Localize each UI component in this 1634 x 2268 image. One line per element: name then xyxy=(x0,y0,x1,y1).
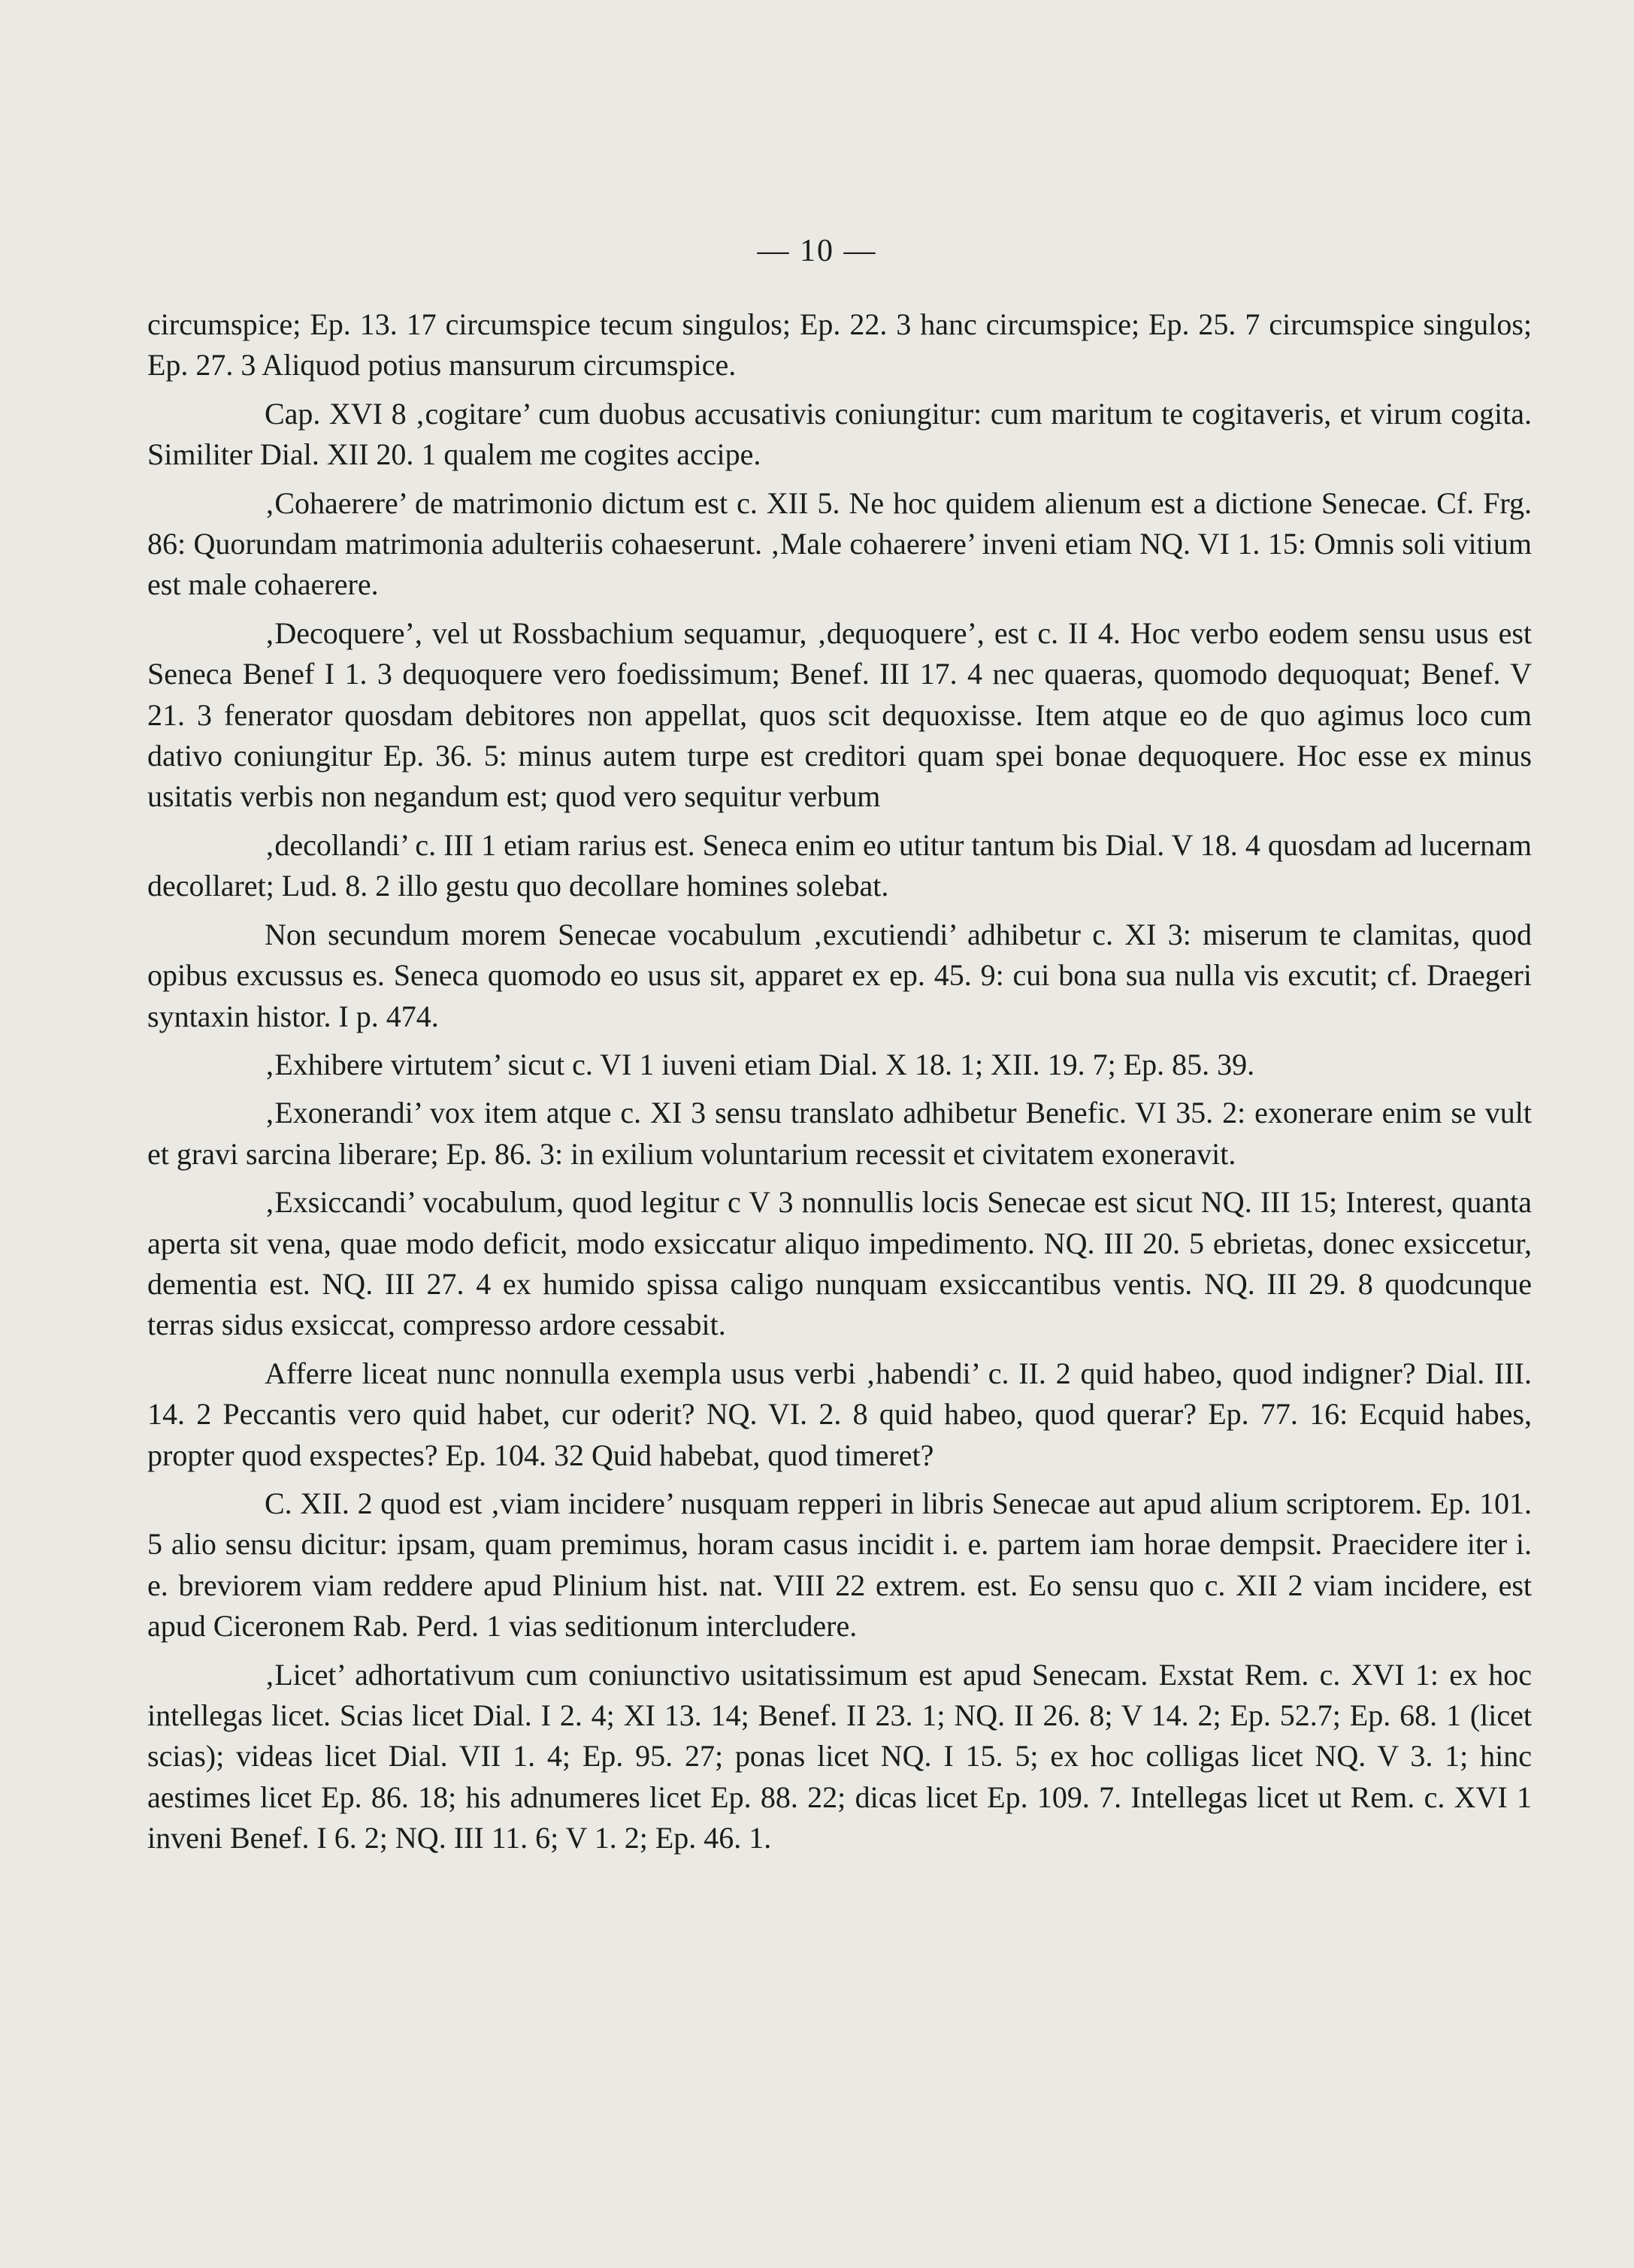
paragraph: ‚decollandi’ c. III 1 etiam rarius est. Seneca enim eo utitur tantum bis Dial. V 18. 4 quosdam ad lucernam decollaret; Lud. 8. 2 illo gestu quo decollare homines solebat. xyxy=(147,827,1532,903)
paragraph: ‚Exonerandi’ vox item atque c. XI 3 sensu translato adhibetur Benefic. VI 35. 2: exonerare enim se vult et gravi sarcina liberare; Ep. 86. 3: in exilium voluntarium recessit et civitatem exoneravit. xyxy=(147,1096,1532,1171)
paragraph: Cap. XVI 8 ‚cogitare’ cum duobus accusativis coniungitur: cum maritum te cogitaveris, et virum cogita. Similiter Dial. XII 20. 1 qualem me cogites accipe. xyxy=(147,396,1532,472)
paragraph: C. XII. 2 quod est ‚viam incidere’ nusquam repperi in libris Senecae aut apud alium scriptorem. Ep. 101. 5 alio sensu dicitur: ipsam, quam premimus, horam casus incidit i. e. partem iam horae dempsit. Praecidere iter i. e. breviorem viam reddere apud Plinium hist. nat. VIII 22 extrem. est. Eo sensu quo c. XII 2 viam incidere, est apud Ciceronem Rab. Perd. 1 vias seditionum intercludere. xyxy=(147,1486,1532,1644)
body-text xyxy=(147,304,1532,1867)
paragraph: ‚Licet’ adhortativum cum coniunctivo usitatissimum est apud Senecam. Exstat Rem. c. XVI 1: ex hoc intellegas licet. Scias licet Dial. I 2. 4; XI 13. 14; Benef. II 23. 1; NQ. II 26. 8; V 14. 2; Ep. 52.7; Ep. 68. 1 (licet scias); videas licet Dial. VII 1. 4; Ep. 95. 27; ponas licet NQ. I 15. 5; ex hoc colligas licet NQ. V 3. 1; hinc aestimes licet Ep. 86. 18; his adnumeres licet Ep. 88. 22; dicas licet Ep. 109. 7. Intellegas licet ut Rem. c. XVI 1 inveni Benef. I 6. 2; NQ. III 11. 6; V 1. 2; Ep. 46. 1. xyxy=(147,1657,1532,1855)
page-number: — 10 — xyxy=(757,234,877,268)
paragraph: ‚Decoquere’, vel ut Rossbachium sequamur, ‚dequoquere’, est c. II 4. Hoc verbo eodem sensu usus est Seneca Benef I 1. 3 dequoquere vero foedissimum; Benef. III 17. 4 nec quaeras, quomodo dequoquat; Benef. V 21. 3 fenerator quosdam debitores non appellat, quos scit dequoxisse. Item atque eo de quo agimus loco cum dativo coniungitur Ep. 36. 5: minus autem turpe est creditori quam spei bonae dequoquere. Hoc esse ex minus usitatis verbis non negandum est; quod vero sequitur verbum xyxy=(147,615,1532,814)
paragraph: ‚Exsiccandi’ vocabulum, quod legitur c V 3 nonnullis locis Senecae est sicut NQ. III 15; Interest, quanta aperta sit vena, quae modo deficit, modo exsiccatur aliquo impedimento. NQ. III 20. 5 ebrietas, donec exsiccetur, dementia est. NQ. III 27. 4 ex humido spissa caligo nunquam exsiccantibus ventis. NQ. III 29. 8 quodcunque terras sidus exsiccat, compresso ardore cessabit. xyxy=(147,1185,1532,1342)
paragraph: ‚Cohaerere’ de matrimonio dictum est c. XII 5. Ne hoc quidem alienum est a dictione Senecae. Cf. Frg. 86: Quorundam matrimonia adulteriis cohaeserunt. ‚Male cohaerere’ inveni etiam NQ. VI 1. 15: Omnis soli vitium est male cohaerere. xyxy=(147,485,1532,602)
paragraph: ‚Exhibere virtutem’ sicut c. VI 1 iuveni etiam Dial. X 18. 1; XII. 19. 7; Ep. 85. 39. xyxy=(265,1047,1255,1081)
paragraph: Afferre liceat nunc nonnulla exempla usus verbi ‚habendi’ c. II. 2 quid habeo, quod indigner? Dial. III. 14. 2 Peccantis vero quid habet, cur oderit? NQ. VI. 2. 8 quid habeo, quod querar? Ep. 77. 16: Ecquid habes, propter quod exspectes? Ep. 104. 32 Quid habebat, quod timeret? xyxy=(147,1356,1532,1472)
paragraph: Non secundum morem Senecae vocabulum ‚excutiendi’ adhibetur c. XI 3: miserum te clamitas, quod opibus excussus es. Seneca quomodo eo usus sit, apparet ex ep. 45. 9: cui bona sua nulla vis excutit; cf. Draegeri syntaxin histor. I p. 474. xyxy=(147,917,1532,1033)
paragraph: circumspice; Ep. 13. 17 circumspice tecum singulos; Ep. 22. 3 hanc circumspice; Ep. 25. 7 circumspice singulos; Ep. 27. 3 Aliquod potius mansurum circumspice. xyxy=(147,307,1532,383)
